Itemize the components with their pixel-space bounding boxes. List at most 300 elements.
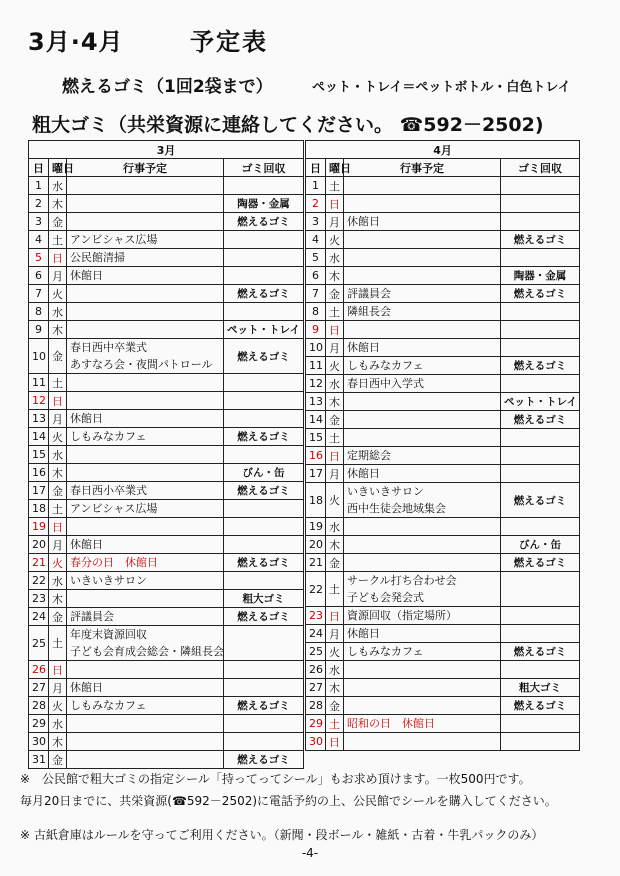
event-cell [344,733,501,751]
garbage-cell: 燃えるゴミ [224,697,304,715]
event-cell [67,500,224,518]
weekday-cell: 月 [326,213,344,231]
weekday-cell: 金 [49,482,67,500]
pet-tray-line: ペット・トレイ＝ペットボトル・白色トレイ [312,80,571,95]
page-subtitle: 予定表 [190,28,268,56]
garbage-cell: 粗大ゴミ [224,590,304,608]
table-row [306,177,580,195]
event-cell [67,661,224,679]
event-text: 休館日 [347,627,380,640]
garbage-cell [224,410,304,428]
march-month-header: 3月 [29,141,304,159]
day-cell: 13 [306,393,326,411]
event-text: 子ども会発会式 [347,591,424,604]
garbage-cell: 燃えるゴミ [224,608,304,626]
event-text: 休館日 [70,538,103,551]
event-cell [344,572,501,607]
event-cell [67,482,224,500]
garbage-cell: 粗大ゴミ [501,679,580,697]
event-text: 西中生徒会地域集会 [347,502,446,515]
event-cell [344,465,501,483]
event-cell [344,447,501,465]
weekday-cell: 日 [326,607,344,625]
event-cell [344,231,501,249]
weekday-cell: 土 [326,303,344,321]
event-cell [67,733,224,751]
garbage-cell [501,321,580,339]
day-cell: 10 [29,339,49,374]
table-row [29,392,304,410]
event-text: アンビシャス広場 [70,502,158,515]
garbage-cell [501,177,580,195]
garbage-cell [501,303,580,321]
garbage-cell: ペット・トレイ [501,393,580,411]
event-cell [344,429,501,447]
event-cell [67,231,224,249]
weekday-cell: 日 [49,249,67,267]
day-cell: 14 [306,411,326,429]
garbage-cell: 燃えるゴミ [224,428,304,446]
day-cell: 2 [306,195,326,213]
garbage-cell [501,465,580,483]
weekday-cell: 日 [49,392,67,410]
event-cell [67,446,224,464]
event-cell [344,554,501,572]
weekday-cell: 月 [49,410,67,428]
table-row [29,661,304,679]
garbage-cell [224,249,304,267]
garbage-cell [224,661,304,679]
garbage-cell: 燃えるゴミ [501,231,580,249]
day-cell: 21 [306,554,326,572]
table-row [29,679,304,697]
day-cell: 16 [29,464,49,482]
weekday-cell: 水 [326,661,344,679]
table-row [29,428,304,446]
garbage-cell [224,679,304,697]
table-row [29,554,304,572]
weekday-cell: 水 [326,518,344,536]
table-row [29,518,304,536]
day-cell: 11 [29,374,49,392]
garbage-cell [224,518,304,536]
weekday-cell: 木 [49,590,67,608]
event-text: しもみなカフェ [347,645,424,658]
event-cell [67,536,224,554]
weekday-cell: 木 [49,321,67,339]
day-cell: 12 [29,392,49,410]
weekday-cell: 水 [49,446,67,464]
weekday-cell: 土 [49,500,67,518]
event-cell [344,483,501,518]
day-cell: 17 [306,465,326,483]
day-cell: 5 [306,249,326,267]
day-cell: 3 [306,213,326,231]
burnable-garbage-line: 燃えるゴミ（1回2袋まで） [62,77,273,97]
table-row [306,393,580,411]
garbage-cell [224,715,304,733]
garbage-cell [501,375,580,393]
event-text: 昭和の日 休館日 [347,717,435,730]
garbage-cell [501,339,580,357]
weekday-cell: 土 [326,572,344,607]
weekday-cell: 日 [326,321,344,339]
garbage-cell: 燃えるゴミ [501,357,580,375]
weekday-cell: 金 [49,751,67,769]
weekday-cell: 日 [326,733,344,751]
day-cell: 20 [29,536,49,554]
day-cell: 6 [29,267,49,285]
day-cell: 28 [306,697,326,715]
april-month-header: 4月 [306,141,580,159]
event-cell [344,267,501,285]
event-text: アンビシャス広場 [70,233,158,246]
page-title: 3月·4月 [28,28,124,56]
table-row [29,697,304,715]
table-row [29,267,304,285]
event-text: いきいきサロン [70,574,147,587]
table-row [306,303,580,321]
day-cell: 14 [29,428,49,446]
table-row [306,697,580,715]
table-row [29,303,304,321]
table-row [29,213,304,231]
event-text: 隣組長会 [347,305,391,318]
weekday-cell: 火 [49,285,67,303]
day-cell: 30 [29,733,49,751]
event-cell [344,195,501,213]
table-row [29,410,304,428]
table-row [306,607,580,625]
garbage-cell [501,447,580,465]
weekday-cell: 木 [326,536,344,554]
event-text: 休館日 [347,467,380,480]
day-cell: 19 [306,518,326,536]
garbage-header: ゴミ回収 [224,159,304,177]
weekday-cell: 火 [49,428,67,446]
event-cell [67,590,224,608]
day-cell: 23 [306,607,326,625]
day-cell: 25 [29,626,49,661]
table-row [306,679,580,697]
event-cell [344,697,501,715]
day-cell: 27 [29,679,49,697]
event-text: しもみなカフェ [70,699,147,712]
table-row [29,446,304,464]
weekday-cell: 水 [49,303,67,321]
table-row [29,590,304,608]
weekday-cell: 金 [49,339,67,374]
day-cell: 19 [29,518,49,536]
april-table [305,140,580,751]
garbage-cell [501,661,580,679]
event-cell [67,195,224,213]
garbage-cell: 燃えるゴミ [501,554,580,572]
garbage-cell: 燃えるゴミ [224,751,304,769]
table-row [306,554,580,572]
garbage-cell: 燃えるゴミ [224,339,304,374]
table-row [29,572,304,590]
event-text: 評議員会 [70,610,114,623]
event-text: しもみなカフェ [70,430,147,443]
garbage-cell: 燃えるゴミ [501,483,580,518]
event-cell [67,177,224,195]
event-text: 春日西中入学式 [347,377,424,390]
garbage-cell [224,572,304,590]
weekday-cell: 土 [326,715,344,733]
day-cell: 18 [29,500,49,518]
weekday-cell: 月 [49,536,67,554]
garbage-cell: 燃えるゴミ [501,643,580,661]
table-row [306,213,580,231]
table-row [306,357,580,375]
garbage-cell [224,733,304,751]
garbage-cell [501,195,580,213]
weekday-cell: 土 [326,429,344,447]
table-row [306,231,580,249]
day-cell: 9 [29,321,49,339]
garbage-header: ゴミ回収 [501,159,580,177]
event-header: 行事予定 [67,159,224,177]
day-cell: 13 [29,410,49,428]
garbage-cell: 燃えるゴミ [224,213,304,231]
event-cell [344,679,501,697]
table-row [29,321,304,339]
garbage-cell [224,536,304,554]
table-row [306,715,580,733]
weekday-cell: 木 [49,195,67,213]
event-cell [344,177,501,195]
weekday-cell: 金 [49,608,67,626]
event-header: 行事予定 [344,159,501,177]
table-row [306,195,580,213]
event-text: サークル打ち合わせ会 [347,574,457,587]
garbage-cell: 燃えるゴミ [224,482,304,500]
day-cell: 1 [306,177,326,195]
garbage-cell [224,231,304,249]
event-text: あすなろ会・夜間パトロール [70,358,213,371]
event-text: 子ども会育成会総会・隣組長会 [70,645,224,658]
garbage-cell [224,626,304,661]
event-text: 休館日 [70,269,103,282]
event-cell [67,213,224,231]
event-text: 定期総会 [347,449,391,462]
table-row [306,267,580,285]
day-cell: 11 [306,357,326,375]
garbage-cell: びん・缶 [501,536,580,554]
table-row [306,572,580,607]
weekday-cell: 月 [326,625,344,643]
event-text: 春日西中卒業式 [70,341,147,354]
day-cell: 30 [306,733,326,751]
table-row [29,733,304,751]
weekday-cell: 水 [49,715,67,733]
day-cell: 21 [29,554,49,572]
weekday-cell: 土 [49,231,67,249]
garbage-cell: ペット・トレイ [224,321,304,339]
weekday-cell: 土 [49,374,67,392]
day-cell: 6 [306,267,326,285]
event-cell [344,661,501,679]
garbage-cell: 陶器・金属 [501,267,580,285]
event-text: 休館日 [70,681,103,694]
garbage-cell [501,733,580,751]
table-row [29,374,304,392]
day-cell: 25 [306,643,326,661]
table-row [306,285,580,303]
garbage-cell [501,429,580,447]
table-row [29,751,304,769]
day-cell: 4 [306,231,326,249]
weekday-cell: 土 [326,177,344,195]
event-cell [344,607,501,625]
garbage-cell [501,518,580,536]
event-cell [67,249,224,267]
table-row [29,536,304,554]
garbage-cell [501,572,580,607]
day-cell: 22 [29,572,49,590]
table-row [306,661,580,679]
table-row [29,339,304,374]
table-row [29,464,304,482]
event-cell [67,608,224,626]
weekday-cell: 金 [326,554,344,572]
garbage-cell [224,392,304,410]
event-text: 年度末資源回収 [70,628,147,641]
garbage-cell [224,303,304,321]
table-row [306,625,580,643]
weekday-header: 曜日 [49,159,67,177]
table-row [306,321,580,339]
event-cell [67,410,224,428]
sticker-note: ※ 公民館で粗大ゴミの指定シール「持ってってシール」もお求め頂けます。一枚500円です。 [20,772,531,786]
table-row [306,465,580,483]
table-row [306,429,580,447]
day-cell: 5 [29,249,49,267]
weekday-cell: 日 [49,518,67,536]
garbage-cell: 燃えるゴミ [224,554,304,572]
weekday-cell: 月 [49,679,67,697]
garbage-cell [224,177,304,195]
weekday-cell: 日 [49,661,67,679]
event-cell [67,518,224,536]
event-text: 休館日 [347,215,380,228]
table-row [306,375,580,393]
event-cell [344,249,501,267]
event-cell [67,464,224,482]
garbage-cell [501,249,580,267]
weekday-cell: 金 [326,411,344,429]
day-cell: 22 [306,572,326,607]
page-number: -4- [301,846,319,860]
day-cell: 24 [306,625,326,643]
event-cell [67,267,224,285]
event-cell [344,375,501,393]
event-cell [344,303,501,321]
garbage-cell [224,374,304,392]
table-row [306,249,580,267]
event-cell [344,213,501,231]
weekday-cell: 土 [49,626,67,661]
event-cell [67,715,224,733]
day-cell: 26 [29,661,49,679]
weekday-cell: 水 [49,572,67,590]
weekday-cell: 水 [49,177,67,195]
garbage-cell [501,715,580,733]
day-cell: 16 [306,447,326,465]
garbage-cell [224,500,304,518]
event-text: しもみなカフェ [347,359,424,372]
table-row [29,608,304,626]
table-row [29,249,304,267]
event-cell [344,536,501,554]
event-cell [344,285,501,303]
table-row [29,177,304,195]
paper-storage-note: ※ 古紙倉庫はルールを守ってご利用ください。（新聞・段ボール・雑紙・古着・牛乳パックのみ） [20,828,544,842]
day-cell: 29 [306,715,326,733]
day-cell: 7 [29,285,49,303]
weekday-cell: 水 [326,375,344,393]
garbage-cell [501,607,580,625]
table-row [306,536,580,554]
event-cell [67,751,224,769]
day-cell: 15 [29,446,49,464]
table-row [29,626,304,661]
weekday-cell: 金 [326,285,344,303]
day-cell: 23 [29,590,49,608]
day-cell: 8 [306,303,326,321]
table-row [306,643,580,661]
event-cell [67,572,224,590]
event-cell [67,392,224,410]
table-row [306,733,580,751]
weekday-cell: 火 [326,231,344,249]
weekday-cell: 木 [49,733,67,751]
day-cell: 24 [29,608,49,626]
event-text: 公民館清掃 [70,251,125,264]
event-cell [67,428,224,446]
day-header: 日 [29,159,49,177]
table-row [306,339,580,357]
weekday-cell: 火 [326,483,344,518]
event-cell [67,554,224,572]
event-cell [344,393,501,411]
day-cell: 2 [29,195,49,213]
event-cell [344,357,501,375]
day-cell: 7 [306,285,326,303]
event-text: 休館日 [347,341,380,354]
garbage-cell: 陶器・金属 [224,195,304,213]
garbage-cell [224,446,304,464]
event-cell [344,339,501,357]
day-cell: 20 [306,536,326,554]
day-cell: 28 [29,697,49,715]
event-text: 資源回収（指定場所） [347,609,457,622]
day-cell: 3 [29,213,49,231]
garbage-cell [501,625,580,643]
weekday-cell: 火 [326,357,344,375]
bulky-garbage-line: 粗大ゴミ（共栄資源に連絡してください。 ☎592－2502) [32,114,544,136]
table-row [29,231,304,249]
weekday-cell: 木 [49,464,67,482]
day-cell: 29 [29,715,49,733]
table-row [29,500,304,518]
event-text: 評議員会 [347,287,391,300]
weekday-cell: 木 [326,393,344,411]
weekday-cell: 日 [326,447,344,465]
table-row [306,483,580,518]
weekday-cell: 金 [326,697,344,715]
